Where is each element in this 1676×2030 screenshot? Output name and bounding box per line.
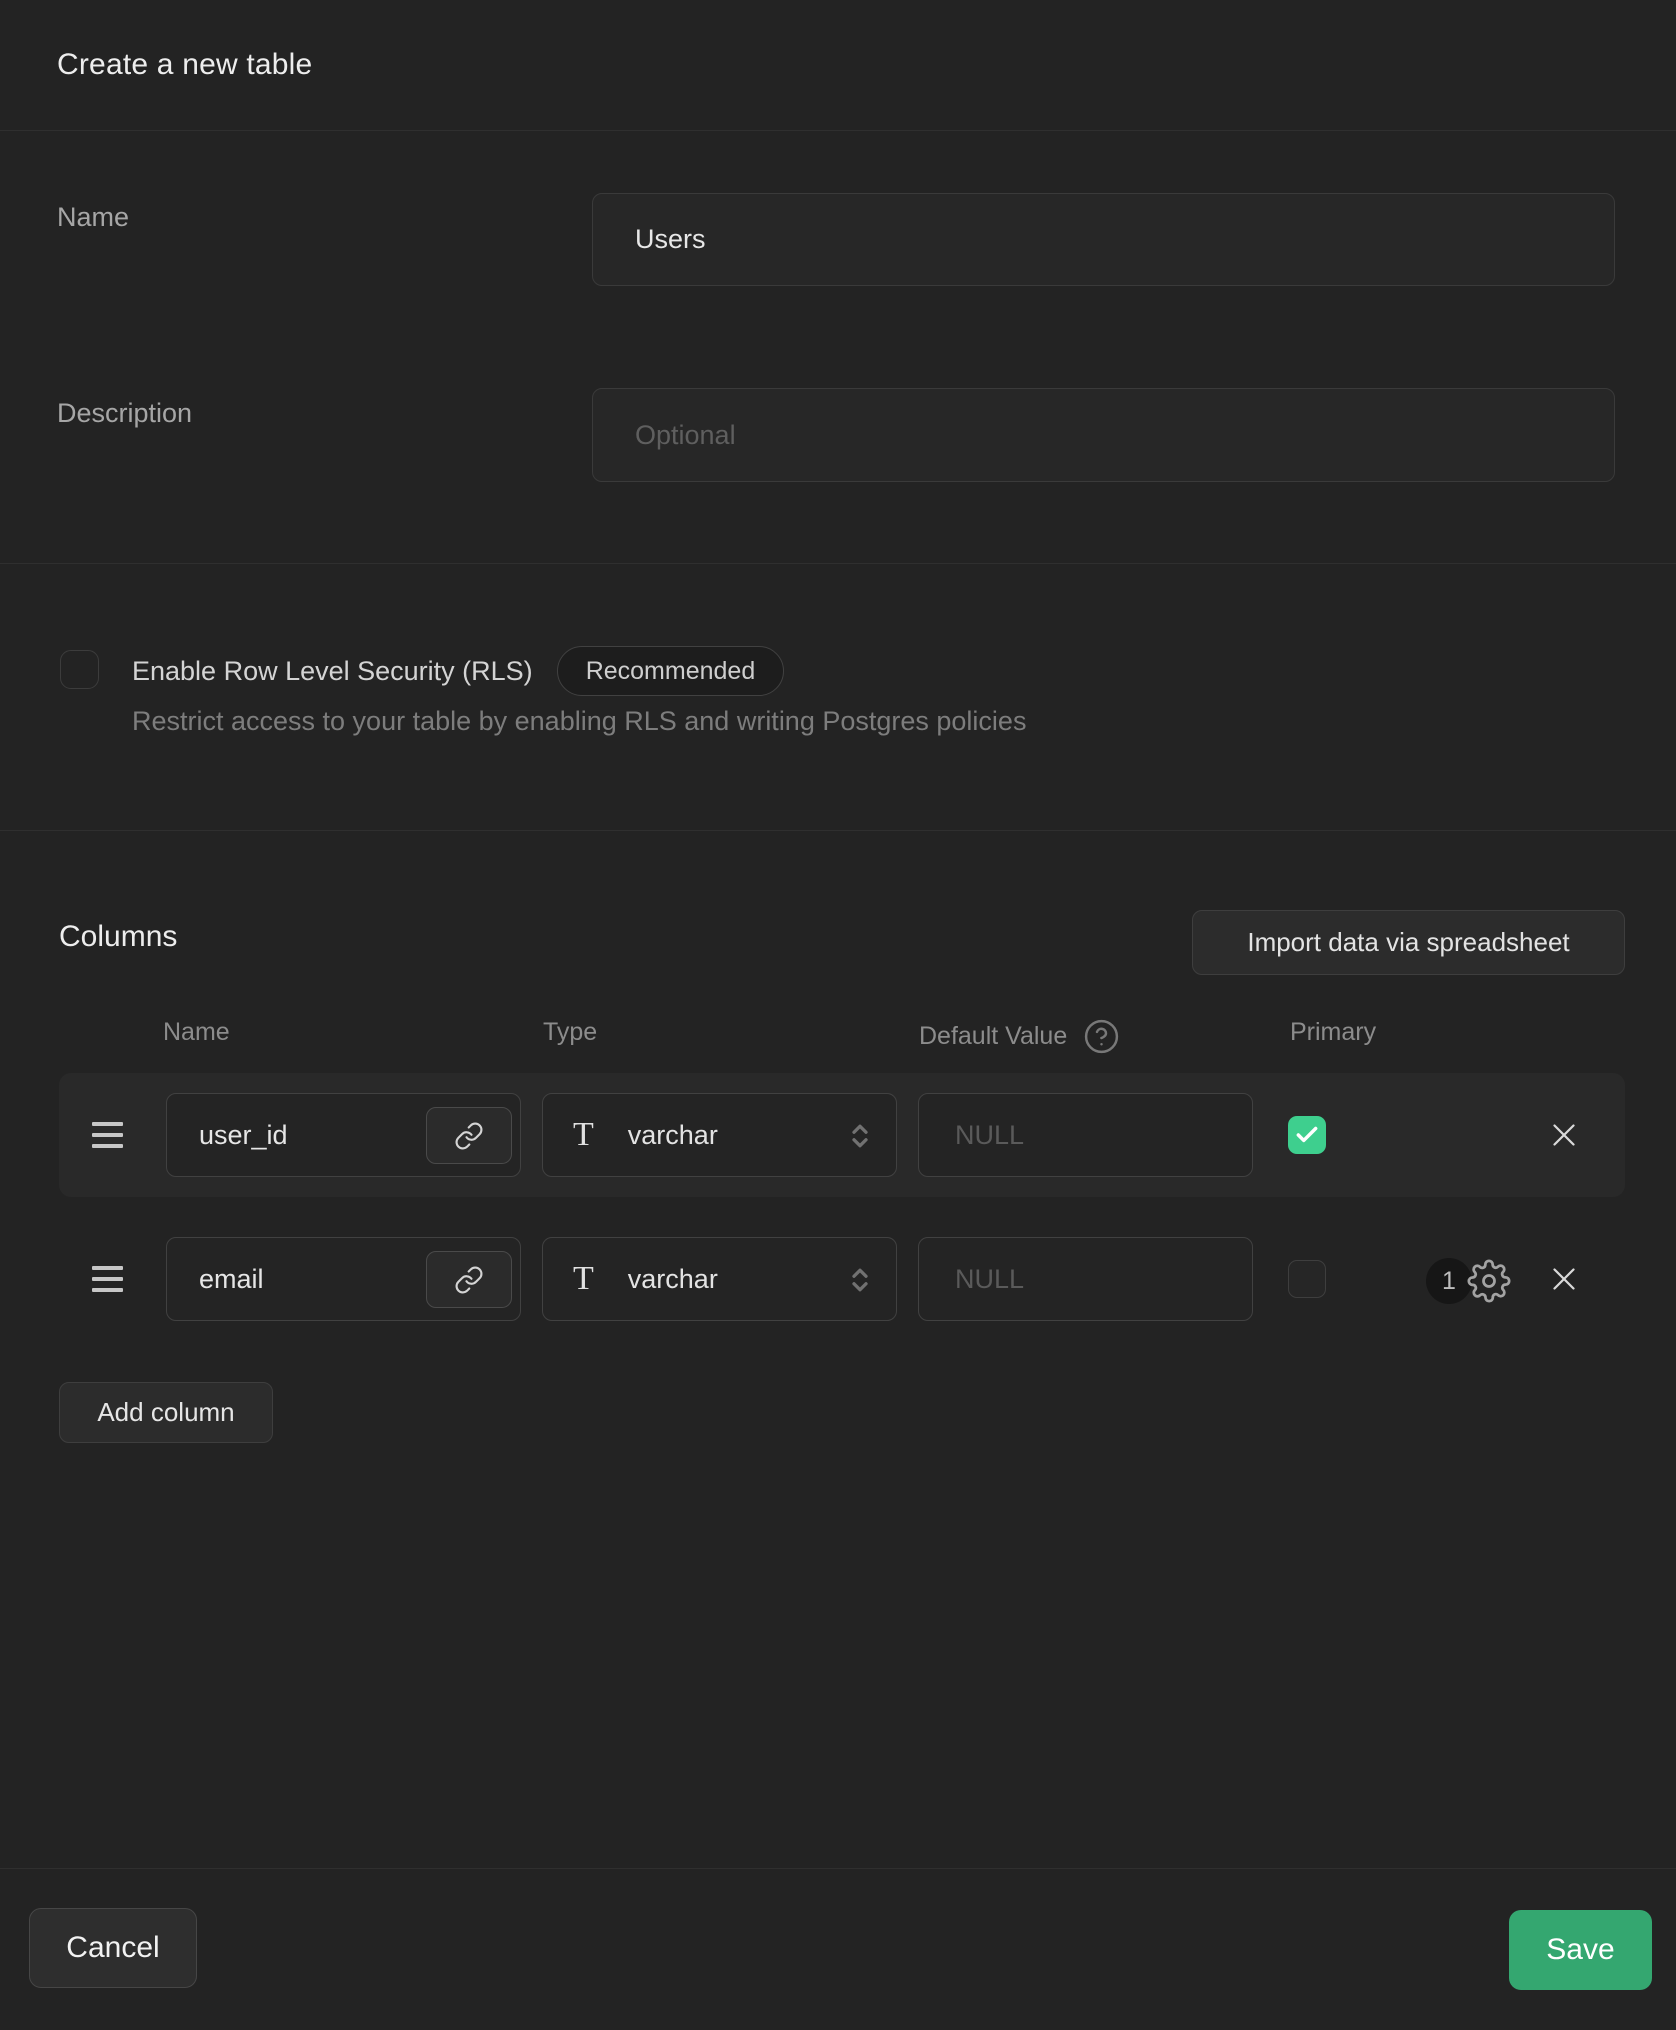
add-column-button[interactable]: Add column xyxy=(59,1382,273,1443)
column-type-select[interactable] xyxy=(542,1237,897,1321)
help-icon[interactable] xyxy=(1083,1018,1120,1055)
header-name: Name xyxy=(163,1018,230,1046)
chevron-up-down-icon xyxy=(842,1118,878,1154)
divider xyxy=(0,130,1676,131)
import-spreadsheet-button[interactable]: Import data via spreadsheet xyxy=(1192,910,1625,975)
columns-section-title: Columns xyxy=(59,920,178,953)
header-default-label: Default Value xyxy=(919,1022,1068,1050)
column-name-field xyxy=(166,1093,521,1177)
divider xyxy=(0,563,1676,564)
header-default-value xyxy=(919,1018,1120,1055)
link-icon[interactable] xyxy=(426,1107,512,1164)
remove-column-icon[interactable] xyxy=(1545,1116,1583,1154)
chevron-up-down-icon xyxy=(842,1262,878,1298)
default-value-input[interactable] xyxy=(918,1237,1253,1321)
rls-row xyxy=(132,645,784,697)
remove-column-icon[interactable] xyxy=(1545,1260,1583,1298)
gear-icon[interactable] xyxy=(1466,1258,1512,1304)
settings-count-badge: 1 xyxy=(1426,1258,1472,1304)
cancel-button[interactable]: Cancel xyxy=(29,1908,197,1988)
column-row-email xyxy=(59,1217,1625,1341)
type-text-icon: T xyxy=(573,1260,594,1297)
table-name-input[interactable] xyxy=(592,193,1615,286)
description-label: Description xyxy=(57,398,193,428)
default-value-input[interactable] xyxy=(918,1093,1253,1177)
primary-checkbox-checked[interactable] xyxy=(1288,1116,1326,1154)
column-name-field xyxy=(166,1237,521,1321)
header-type: Type xyxy=(543,1018,598,1046)
divider xyxy=(0,1868,1676,1869)
column-type-value: varchar xyxy=(627,1263,718,1294)
drag-handle-icon[interactable] xyxy=(92,1122,123,1148)
divider xyxy=(0,830,1676,831)
link-icon[interactable] xyxy=(426,1251,512,1308)
column-headers xyxy=(59,1012,1625,1052)
column-type-value: varchar xyxy=(627,1119,718,1150)
rls-checkbox[interactable] xyxy=(60,650,99,689)
primary-checkbox-unchecked[interactable] xyxy=(1288,1260,1326,1298)
name-label: Name xyxy=(57,202,130,232)
save-button[interactable]: Save xyxy=(1509,1910,1652,1990)
page-title: Create a new table xyxy=(57,48,313,81)
type-text-icon: T xyxy=(573,1116,594,1153)
rls-description: Restrict access to your table by enabling RLS and writing Postgres policies xyxy=(132,706,1027,736)
recommended-badge: Recommended xyxy=(557,646,785,696)
table-description-input[interactable] xyxy=(592,388,1615,482)
header-primary: Primary xyxy=(1290,1018,1377,1046)
column-type-select[interactable] xyxy=(542,1093,897,1177)
panel-header xyxy=(0,0,1676,130)
column-row-user-id xyxy=(59,1073,1625,1197)
drag-handle-icon[interactable] xyxy=(92,1266,123,1292)
rls-label: Enable Row Level Security (RLS) xyxy=(132,655,533,686)
